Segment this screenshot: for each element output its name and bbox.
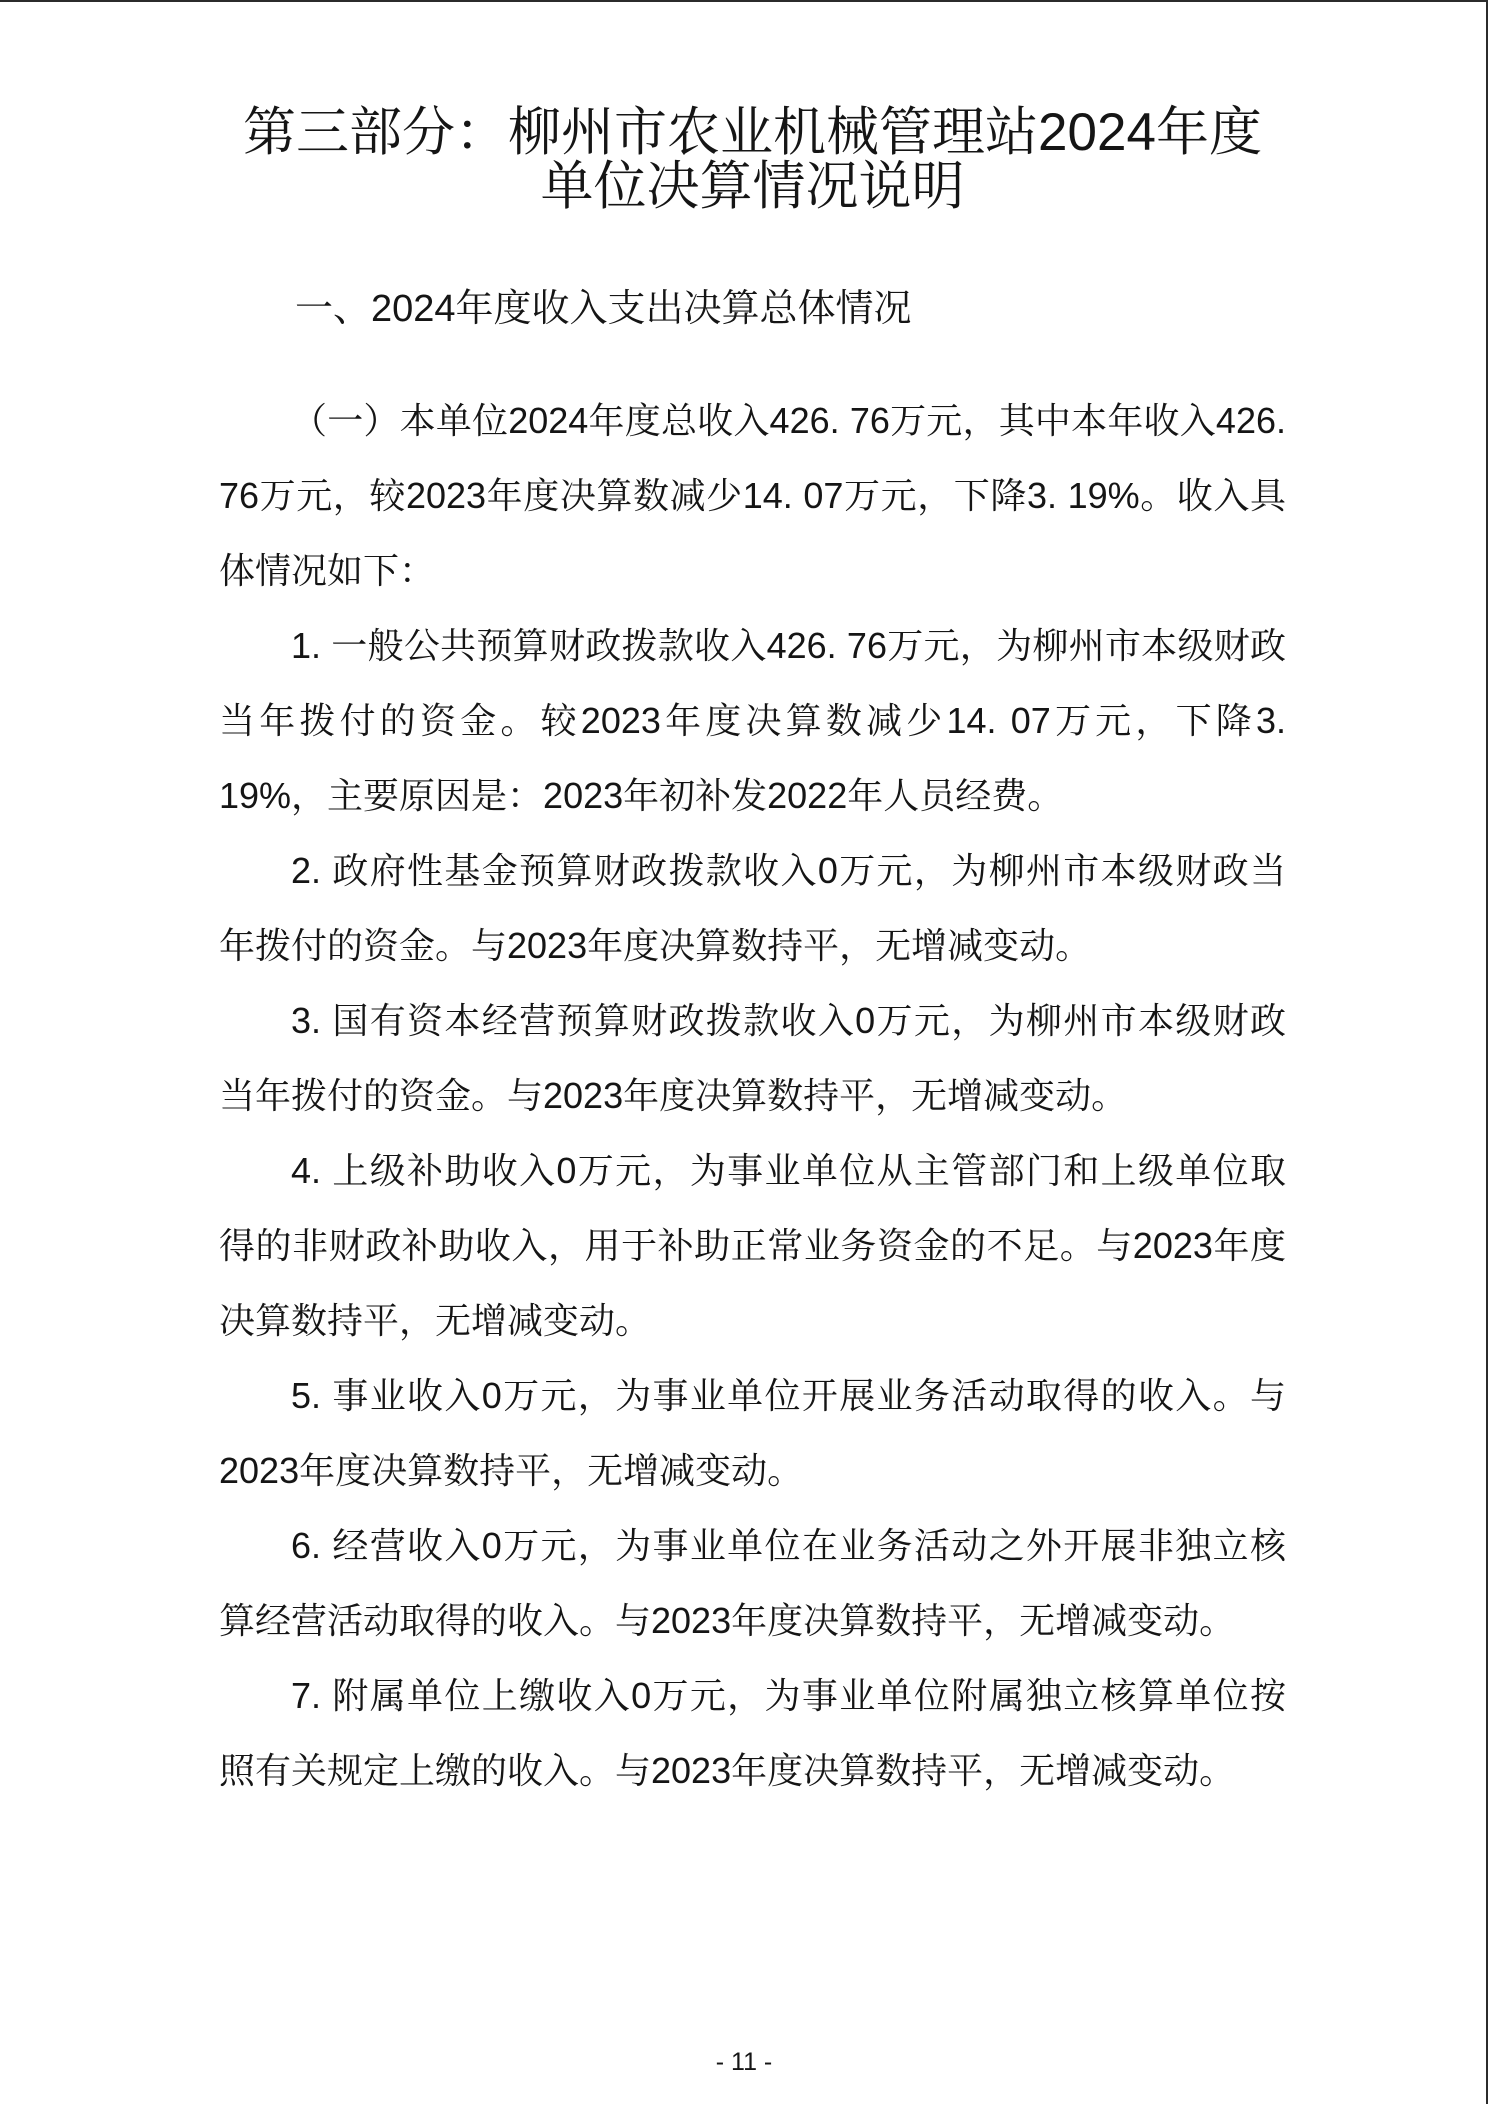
income-item-7: 7. 附属单位上缴收入0万元，为事业单位附属独立核算单位按照有关规定上缴的收入。与2023年度决算数持平，无增减变动。 (219, 1675, 1286, 1791)
income-item-2: 2. 政府性基金预算财政拨款收入0万元，为柳州市本级财政当年拨付的资金。与2023年度决算数持平，无增减变动。 (219, 850, 1286, 966)
document-title (219, 103, 1286, 216)
title-line-2: 单位决算情况说明 (540, 157, 965, 216)
title-line-1: 第三部分：柳州市农业机械管理站2024年度 (243, 103, 1262, 162)
document-body (219, 272, 1286, 1808)
income-item-5: 5. 事业收入0万元，为事业单位开展业务活动取得的收入。与2023年度决算数持平，无增减变动。 (219, 1375, 1286, 1491)
income-item-4: 4. 上级补助收入0万元，为事业单位从主管部门和上级单位取得的非财政补助收入，用于补助正常业务资金的不足。与2023年度决算数持平，无增减变动。 (219, 1150, 1286, 1341)
page-number: - 11 - (715, 2048, 773, 2076)
intro-paragraph: （一）本单位2024年度总收入426. 76万元，其中本年收入426. 76万元，较2023年度决算数减少14. 07万元，下降3. 19%。收入具体情况如下： (219, 400, 1286, 591)
income-item-1: 1. 一般公共预算财政拨款收入426. 76万元，为柳州市本级财政当年拨付的资金。较2023年度决算数减少14. 07万元，下降3. 19%，主要原因是：2023年初补发2022年人员经费。 (219, 625, 1286, 816)
income-item-6: 6. 经营收入0万元，为事业单位在业务活动之外开展非独立核算经营活动取得的收入。与2023年度决算数持平，无增减变动。 (219, 1525, 1286, 1641)
scan-edge-top (0, 0, 1488, 2)
section-heading: 一、2024年度收入支出决算总体情况 (295, 288, 912, 330)
income-item-3: 3. 国有资本经营预算财政拨款收入0万元，为柳州市本级财政当年拨付的资金。与2023年度决算数持平，无增减变动。 (219, 1000, 1286, 1116)
